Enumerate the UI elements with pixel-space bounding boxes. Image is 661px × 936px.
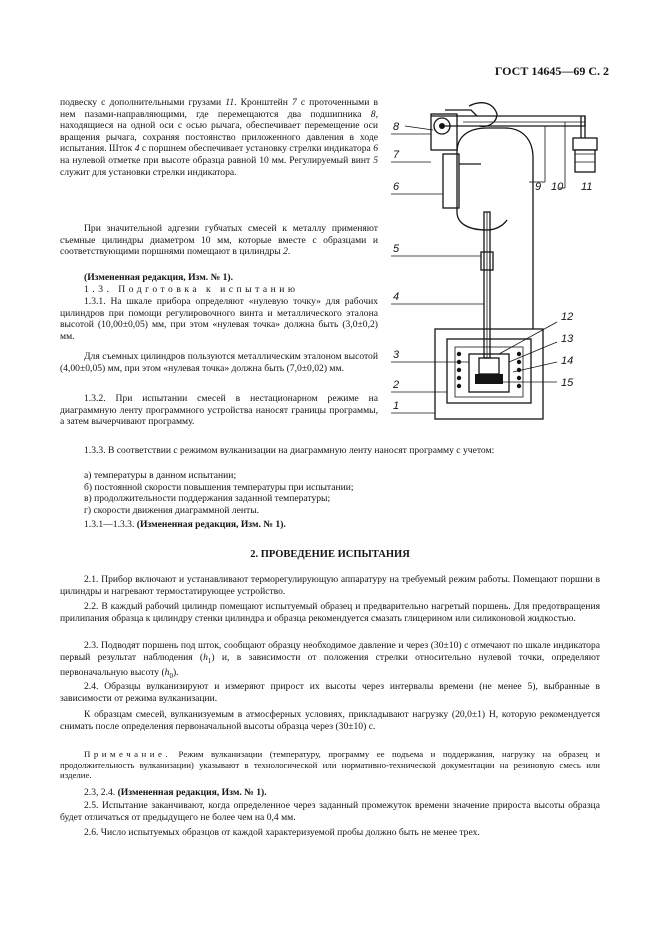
label-1: 1: [393, 400, 400, 412]
paragraph-2-4: 2.4. Образцы вулканизируют и измеряют прирост их высоты через интервалы времени (не менее 5), выбранные в зависимости от режима вулканизации.: [60, 681, 600, 704]
label-15: 15: [561, 377, 574, 389]
intro-paragraph-2: При значительной адгезии губчатых смесей к металлу применяют съемные цилиндры диаметром 10 мм, которые вместе с образцами и соответствующими поршнями помещают в цилиндры 2.: [60, 223, 378, 258]
paragraph-2-4b: К образцам смесей, вулканизуемым в атмосферных условиях, прикладывают нагрузку (20,0±1) Н, которую рекомендуется снимать после определения первоначальной высоты образца через (30±10) с.: [60, 709, 600, 732]
bracket: [431, 114, 457, 150]
label-8: 8: [393, 121, 400, 133]
section-2-heading: 2. ПРОВЕДЕНИЕ ИСПЫТАНИЯ: [250, 549, 410, 560]
paragraph-1-3-2: 1.3.2. При испытании смесей в нестационарном режиме на диаграммную ленту программного устройства наносят границы программы, а затем вычерчивают программу.: [60, 393, 378, 428]
weight-top: [573, 138, 597, 150]
edit-note-1: (Измененная редакция, Изм. № 1).: [84, 272, 234, 283]
list-item: а) температуры в данном испытании;: [84, 470, 237, 481]
paragraph-1-3-1b: Для съемных цилиндров пользуются металлическим эталоном высотой (4,00±0,05) мм, при этом «нулевая точка» должна быть (7,0±0,02) мм.: [60, 351, 378, 374]
label-11: 11: [581, 181, 593, 193]
list-item: г) скорости движения диаграммной ленты.: [84, 504, 260, 516]
label-12: 12: [561, 311, 574, 323]
edit-note-3: 2.3, 2.4. (Измененная редакция, Изм. № 1).: [84, 787, 267, 798]
section-1-3-heading: 1.3. Подготовка к испытанию: [84, 284, 299, 295]
page-header: ГОСТ 14645—69 С. 2: [494, 64, 609, 78]
program-list: [84, 470, 584, 516]
label-9: 9: [535, 181, 542, 193]
edit-note-2: 1.3.1—1.3.3. (Измененная редакция, Изм. № 1).: [84, 519, 286, 530]
label-7: 7: [393, 149, 400, 161]
paragraph-2-1: 2.1. Прибор включают и устанавливают терморегулирующую аппаратуру на требуемый режим работы. Помещают поршни в цилиндры и нагревают термостатирующее устройство.: [60, 574, 600, 597]
label-3: 3: [393, 349, 400, 361]
label-10: 10: [551, 181, 564, 193]
paragraph-1-3-3: 1.3.3. В соответствии с режимом вулканизации на диаграммную ленту наносят программу с учетом:: [84, 445, 495, 456]
weight-bottom: [575, 150, 595, 172]
lever: [431, 116, 585, 126]
paragraph-1-3-1: 1.3.1. На шкале прибора определяют «нулевую точку» для рабочих цилиндров при помощи регулировочного винта и металлического эталона высотой (10,00±0,05) мм, при этом «нулевая точка» должна быть (3,0±0,2) мм.: [60, 296, 378, 342]
paragraph-2-2: 2.2. В каждый рабочий цилиндр помещают испытуемый образец и предварительно нагретый поршень. Для предотвращения прилипания образца к цилиндру стенки цилиндра и образца рекомендуется смазать глицерином или силиконовой жидкостью.: [60, 601, 600, 624]
paragraph-2-3: 2.3. Подводят поршень под шток, сообщают образцу необходимое давление и через (30±10) с отмечают по шкале индикатора первый результат наблюдения $(h_1)$ и, в зависимости от положения стрелки относительно нулевой точки, определяют первоначальную высоту $(h_0)$.: [60, 640, 600, 680]
note-paragraph: Примечание. Режим вулканизации (температуру, программу ее подъема и поддержания, нагрузку на образец и продолжительность вулканизации) указывают в технологической или нормативно-технической документации на резиновую смесь или изделие.: [60, 749, 600, 781]
label-2: 2: [393, 379, 400, 391]
sample: [475, 374, 503, 384]
paragraph-2-5: 2.5. Испытание заканчивают, когда определенное через заданный промежуток времени значение прироста высоты образца будет отличаться от предыдущего не более чем на 0,4 мм.: [60, 800, 600, 823]
label-4: 4: [393, 291, 400, 303]
label-14: 14: [561, 355, 574, 367]
intro-paragraph-1: подвеску с дополнительными грузами 11. Кронштейн 7 с проточенными в нем пазами-направляющими, где перемещаются два подшипника 8, находящиеся на одной оси с осью рычага, обеспечивает перемещение оси вращения рычага, сохраняя постоянство приложенного давления в ходе испытания. Шток 4 с поршнем обеспечивает установку стрелки индикатора 6 на нулевой отметке при высоте образца равной 10 мм. Регулируемый винт 5 служит для установки стрелки индикатора.: [60, 97, 378, 178]
piston: [479, 358, 499, 374]
label-6: 6: [393, 181, 400, 193]
label-5: 5: [393, 243, 400, 255]
label-13: 13: [561, 333, 574, 345]
list-item: в) продолжительности поддержания заданной температуры;: [84, 493, 331, 505]
apparatus-figure: [385, 92, 615, 437]
list-item: б) постоянной скорости повышения температуры при испытании;: [84, 481, 354, 493]
paragraph-2-6: 2.6. Число испытуемых образцов от каждой характеризуемой пробы должно быть не менее трех.: [84, 827, 480, 838]
leader-lines: [391, 122, 565, 413]
